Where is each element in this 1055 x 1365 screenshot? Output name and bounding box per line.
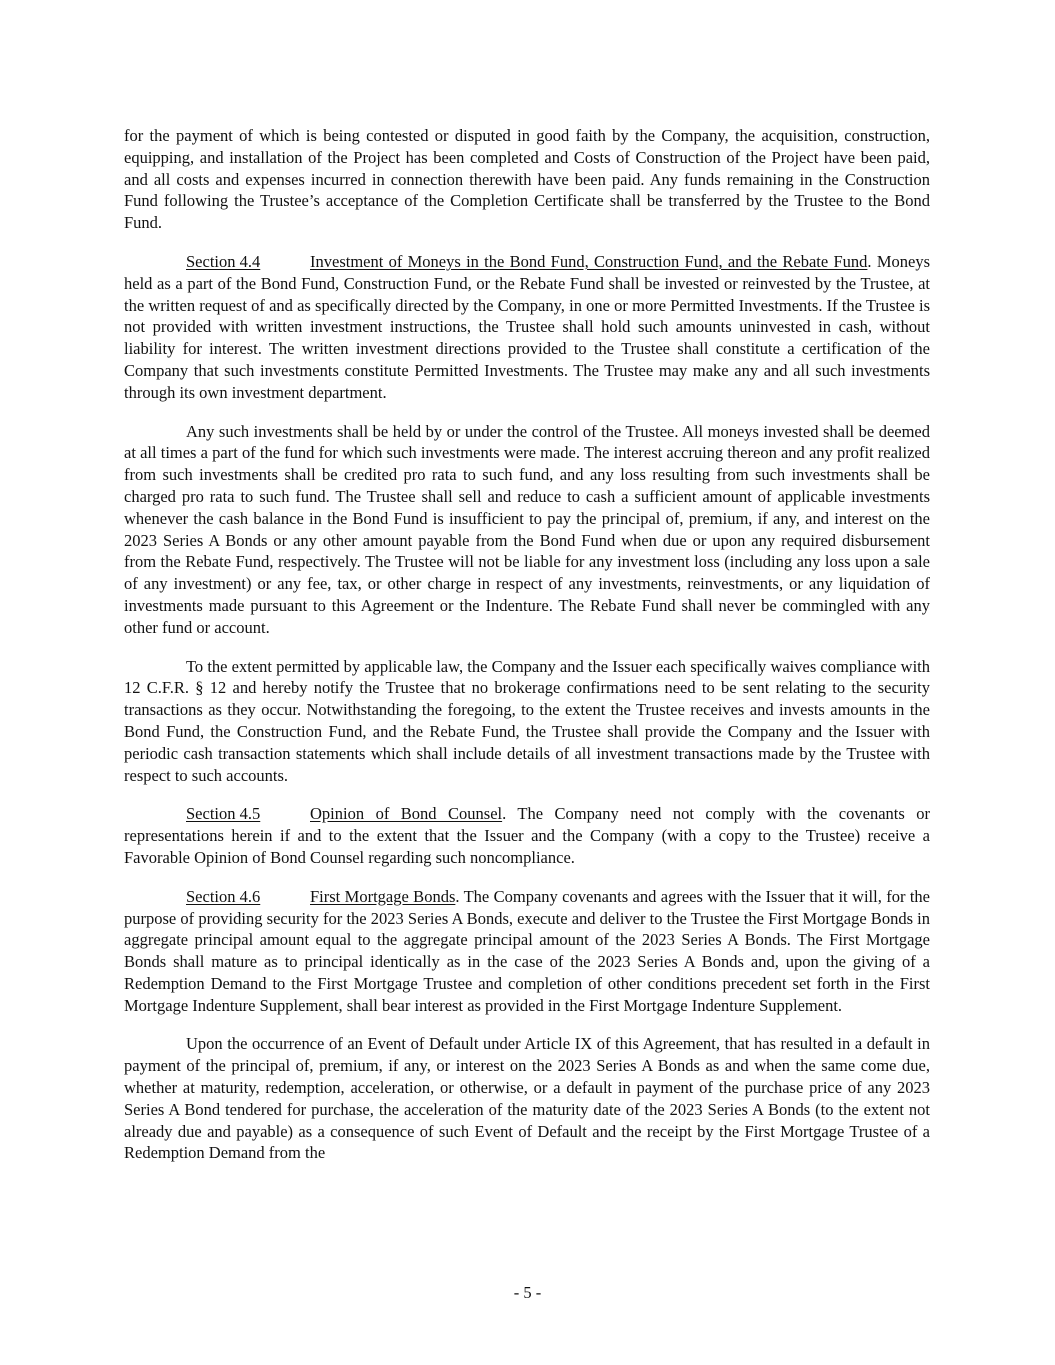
section-number: Section 4.4	[186, 251, 261, 271]
section-body: . Moneys held as a part of the Bond Fund, Construction Fund, or the Rebate Fund shall be invested or reinvested by the Trustee, at the written request of and as specifically directed by the Company, in one or more Permitted Investments. If the Trustee is not provided with written investment instructions, the Trustee shall hold such amounts uninvested in cash, without liability for interest. The written investment directions provided to the Trustee shall constitute a certification of the Company that such investments constitute Permitted Investments. The Trustee may make any and all such investments through its own investment department.	[124, 251, 930, 402]
section-number: Section 4.6	[186, 886, 261, 906]
section-body: . The Company need not comply with the covenants or representations herein if and to the extent that the Issuer and the Company (with a copy to the Trustee) receive a Favorable Opinion of Bond Counsel regarding such noncompliance.	[124, 804, 930, 867]
investments-control-paragraph: Any such investments shall be held by or under the control of the Trustee. All moneys invested shall be deemed at all times a part of the fund for which such investments were made. The interest accruing thereon and any profit realized from such investments shall be credited pro rata to such fund, and any loss resulting from such investments shall be charged pro rata to such fund. The Trustee shall sell and reduce to cash a sufficient amount of applicable investments whenever the cash balance in the Bond Fund is insufficient to pay the principal of, premium, if any, and interest on the 2023 Series A Bonds or any other amount payable from the Bond Fund when due or upon any required disbursement from the Rebate Fund, respectively. The Trustee will not be liable for any investment loss (including any loss upon a sale of any investment) or any fee, tax, or other charge in respect of any investments, reinvestments, or any liquidation of investments made pursuant to this Agreement or the Indenture. The Rebate Fund shall never be commingled with any other fund or account.	[124, 421, 930, 637]
section-number: Section 4.5	[186, 804, 261, 824]
section-4-5-paragraph	[124, 803, 930, 868]
section-4-6-paragraph	[124, 886, 930, 1017]
section-title: First Mortgage Bonds	[310, 886, 456, 906]
paragraph-continuation: for the payment of which is being contested or disputed in good faith by the Company, the acquisition, construction, equipping, and installation of the Project has been completed and Costs of Construction of the Project have been paid, and all costs and expenses incurred in connection therewith have been paid. Any funds remaining in the Construction Fund following the Trustee’s acceptance of the Completion Certificate shall be transferred by the Trustee to the Bond Fund.	[124, 126, 930, 233]
section-body: . The Company covenants and agrees with the Issuer that it will, for the purpose of providing security for the 2023 Series A Bonds, execute and deliver to the Trustee the First Mortgage Bonds in aggregate principal amount equal to the aggregate principal amount of the 2023 Series A Bonds. The First Mortgage Bonds shall mature as to principal identically as in the case of the 2023 Series A Bonds and, upon the giving of a Redemption Demand to the First Mortgage Trustee and completion of other conditions precedent set forth in the First Mortgage Indenture Supplement, shall bear interest as provided in the First Mortgage Indenture Supplement.	[124, 886, 931, 1015]
section-title: Opinion of Bond Counsel	[310, 804, 503, 824]
section-title: Investment of Moneys in the Bond Fund, Construction Fund, and the Rebate Fund	[310, 251, 868, 271]
section-4-4-paragraph	[124, 251, 930, 404]
brokerage-waiver-paragraph: To the extent permitted by applicable law, the Company and the Issuer each specifically waives compliance with 12 C.F.R. § 12 and hereby notify the Trustee that no brokerage confirmations need to be sent relating to the security transactions as they occur. Notwithstanding the foregoing, to the extent the Trustee receives and invests amounts in the Bond Fund, the Construction Fund, and the Rebate Fund, the Trustee shall provide the Company and the Issuer with periodic cash transaction statements which shall include details of all investment transactions made by the Trustee with respect to such accounts.	[124, 656, 930, 785]
event-of-default-paragraph: Upon the occurrence of an Event of Default under Article IX of this Agreement, that has resulted in a default in payment of the principal of, premium, if any, or interest on the 2023 Series A Bonds as and when the same come due, whether at maturity, redemption, acceleration, or otherwise, or a default in payment of the purchase price of any 2023 Series A Bond tendered for purchase, the acceleration of the maturity date of the 2023 Series A Bonds (to the extent not already due and payable) as a consequence of such Event of Default and the receipt by the First Mortgage Trustee of a Redemption Demand from the	[124, 1034, 930, 1163]
page-body	[124, 125, 930, 1181]
page-number: - 5 -	[513, 1283, 542, 1302]
